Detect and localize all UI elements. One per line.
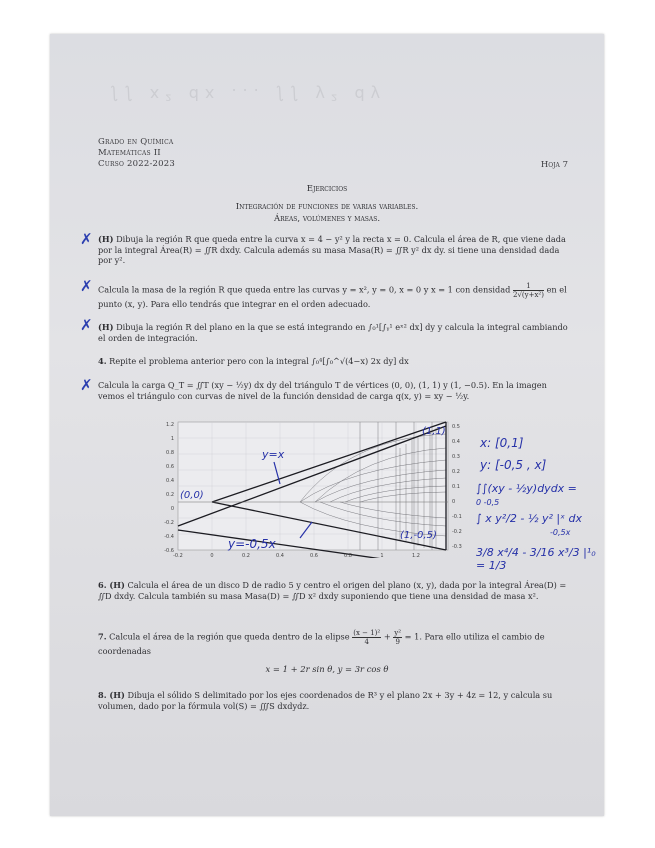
- exercise-3: [98, 322, 574, 343]
- ytick-left-1: 1: [170, 436, 174, 442]
- exercise-4-lead: 4.: [98, 356, 107, 366]
- ytick-right-8: -0.3: [452, 544, 462, 550]
- exercise-7-change: x = 1 + 2r sin θ, y = 3r cos θ: [265, 664, 389, 674]
- ytick-left-9: -0.6: [164, 548, 174, 554]
- right-ticks: [452, 424, 462, 550]
- ytick-right-4: 0.1: [452, 484, 460, 490]
- exercise-4-text: Repite el problema anterior pero con la integral ∫₀⁴[∫₀^√(4−x) 2x dy] dx: [109, 356, 409, 366]
- ytick-right-7: -0.2: [452, 529, 462, 535]
- xtick-7: 1.2: [412, 553, 420, 558]
- sheet-number: Hoja 7: [540, 160, 568, 170]
- xtick-0: -0.2: [173, 553, 183, 558]
- exercise-3-lead: (H): [98, 322, 114, 332]
- check-mark-2: ✗: [80, 277, 93, 295]
- exercise-1-text: Dibuja la región R que queda entre la curva x = 4 − y² y la recta x = 0. Calcula el área de R, que viene dada por la integral Área(R) = ∬R dxdy. Calcula además su masa Masa(R) = ∬R y² dx dy. si tiene una densidad dada por y².: [98, 234, 566, 266]
- ytick-right-1: 0.4: [452, 439, 460, 445]
- label-y-equals-x: y=x: [262, 448, 285, 461]
- label-y-equals-neg-half-x: y=-0,5x: [228, 537, 276, 551]
- exercise-3-text: Dibuja la región R del plano en la que se está integrando en ∫₀¹[∫ᵧ¹ eˣ² dx] dy y calcula la integral cambiando el orden de integración.: [98, 322, 568, 343]
- ytick-right-2: 0.3: [452, 454, 460, 460]
- exercise-2: [98, 282, 574, 310]
- ytick-left-5: 0.2: [166, 492, 174, 498]
- header-degree: Grado en Química: [98, 137, 174, 147]
- hw-y-range: y: [-0,5 , x]: [480, 458, 547, 472]
- xtick-6: 1: [380, 553, 384, 558]
- label-point-top: (1,1): [422, 426, 446, 437]
- hw-step3: 3/8 x⁴/4 - 3/16 x³/3 |¹₀ = 1/3: [476, 546, 596, 572]
- ytick-left-2: 0.8: [166, 450, 174, 456]
- exercise-7-text: Calcula el área de la región que queda dentro de la elipse: [109, 631, 350, 642]
- exercise-5-text: Calcula la carga Q_T = ∬T (xy − ½y) dx dy del triángulo T de vértices (0, 0), (1, 1) y (1, −0.5). En la imagen vemos el triángulo con curvas de nivel de la función densidad de carga q(x, y) = xy − ½y.: [98, 380, 547, 401]
- exercise-6: [98, 580, 574, 601]
- exercise-8: [98, 690, 574, 711]
- hw-step1-limits: 0 -0,5: [476, 498, 500, 507]
- exercise-6-lead: 6. (H): [98, 580, 125, 590]
- title-subtopic: Áreas, volúmenes y masas.: [273, 214, 381, 224]
- ytick-left-7: -0.2: [164, 520, 174, 526]
- hw-step2-limit: -0,5x: [550, 528, 571, 537]
- exercise-7-lead: 7.: [98, 631, 107, 642]
- label-origin: (0,0): [180, 490, 204, 501]
- bleed-through-ghost: ∫∫ x² dx ... ∫∫ y² dy: [110, 85, 387, 104]
- check-mark-3: ✗: [80, 316, 93, 334]
- title-topic: Integración de funciones de varias variables.: [235, 202, 419, 212]
- exercise-5: [98, 380, 574, 401]
- xtick-1: 0: [210, 553, 214, 558]
- exercise-7: 7. Calcula el área de la región que queda dentro de la elipse $\frac{\text{(x − 1)²}}{4}$ + $\frac{\text{y²}}{9}$ = 1. Para ello utiliza el cambio de coordenadas: [98, 629, 545, 656]
- ytick-right-5: 0: [452, 499, 456, 505]
- ytick-right-6: -0.1: [452, 514, 462, 520]
- hw-step2: ∫ x y²/2 - ½ y² |ˣ dx: [476, 512, 582, 525]
- xtick-4: 0.6: [310, 553, 318, 558]
- check-mark-1: ✗: [80, 230, 93, 248]
- exercise-2-fraction: $\frac{1}{\text{2√(y+x²)}}$: [513, 282, 544, 299]
- contour-figure: [150, 418, 480, 558]
- xtick-3: 0.4: [276, 553, 284, 558]
- course-header: [98, 137, 175, 170]
- hw-step1: ∫∫(xy - ½y)dydx =: [476, 482, 577, 495]
- xtick-2: 0.2: [242, 553, 250, 558]
- hw-x-range: x: [0,1]: [480, 436, 524, 450]
- exercise-2-text2: en el punto (x, y). Para ello tendrás que integrar en el orden adecuado.: [98, 284, 567, 309]
- ytick-right-3: 0.2: [452, 469, 460, 475]
- ytick-left-0: 1.2: [166, 422, 174, 428]
- ytick-left-6: 0: [170, 506, 174, 512]
- header-subject: Matemáticas II: [98, 148, 161, 158]
- check-mark-5: ✗: [80, 376, 93, 394]
- exercise-2-text: Calcula la masa de la región R que queda entre las curvas y = x², y = 0, x = 0 y x = 1 con densidad: [98, 284, 511, 295]
- left-ticks: [164, 422, 174, 554]
- exercise-8-text: Dibuja el sólido S delimitado por los ejes coordenados de R³ y el plano 2x + 3y + 4z = 12, y calcula su volumen, dado por la fórmula vol(S) = ∭S dxdydz.: [98, 690, 553, 711]
- ytick-left-4: 0.4: [166, 478, 174, 484]
- ytick-right-0: 0.5: [452, 424, 460, 430]
- ytick-left-8: -0.4: [164, 534, 174, 540]
- xtick-5: 0.8: [344, 553, 352, 558]
- label-point-bottom: (1,-0,5): [400, 530, 437, 541]
- ytick-left-3: 0.6: [166, 464, 174, 470]
- exercise-6-text: Calcula el área de un disco D de radio 5 y centro el origen del plano (x, y), dada por la integral Área(D) = ∬D dxdy. Calcula también su masa Masa(D) = ∬D x² dxdy suponiendo que tiene una densidad de masa x².: [98, 580, 567, 601]
- exercise-1: [98, 234, 574, 266]
- document-sheet: [50, 34, 604, 816]
- ellipse-term-x: $\frac{\text{(x − 1)²}}{4}$: [353, 629, 381, 646]
- exercise-4: [98, 356, 574, 367]
- exercise-1-lead: (H): [98, 234, 114, 244]
- ellipse-term-y: $\frac{\text{y²}}{9}$: [394, 629, 402, 646]
- header-year: Curso 2022-2023: [98, 159, 175, 169]
- title-exercises: Ejercicios: [306, 184, 348, 194]
- bottom-ticks: [173, 553, 420, 558]
- exercise-8-lead: 8. (H): [98, 690, 125, 700]
- exercise-7-text2: = 1. Para ello utiliza el cambio de coordenadas: [98, 631, 545, 656]
